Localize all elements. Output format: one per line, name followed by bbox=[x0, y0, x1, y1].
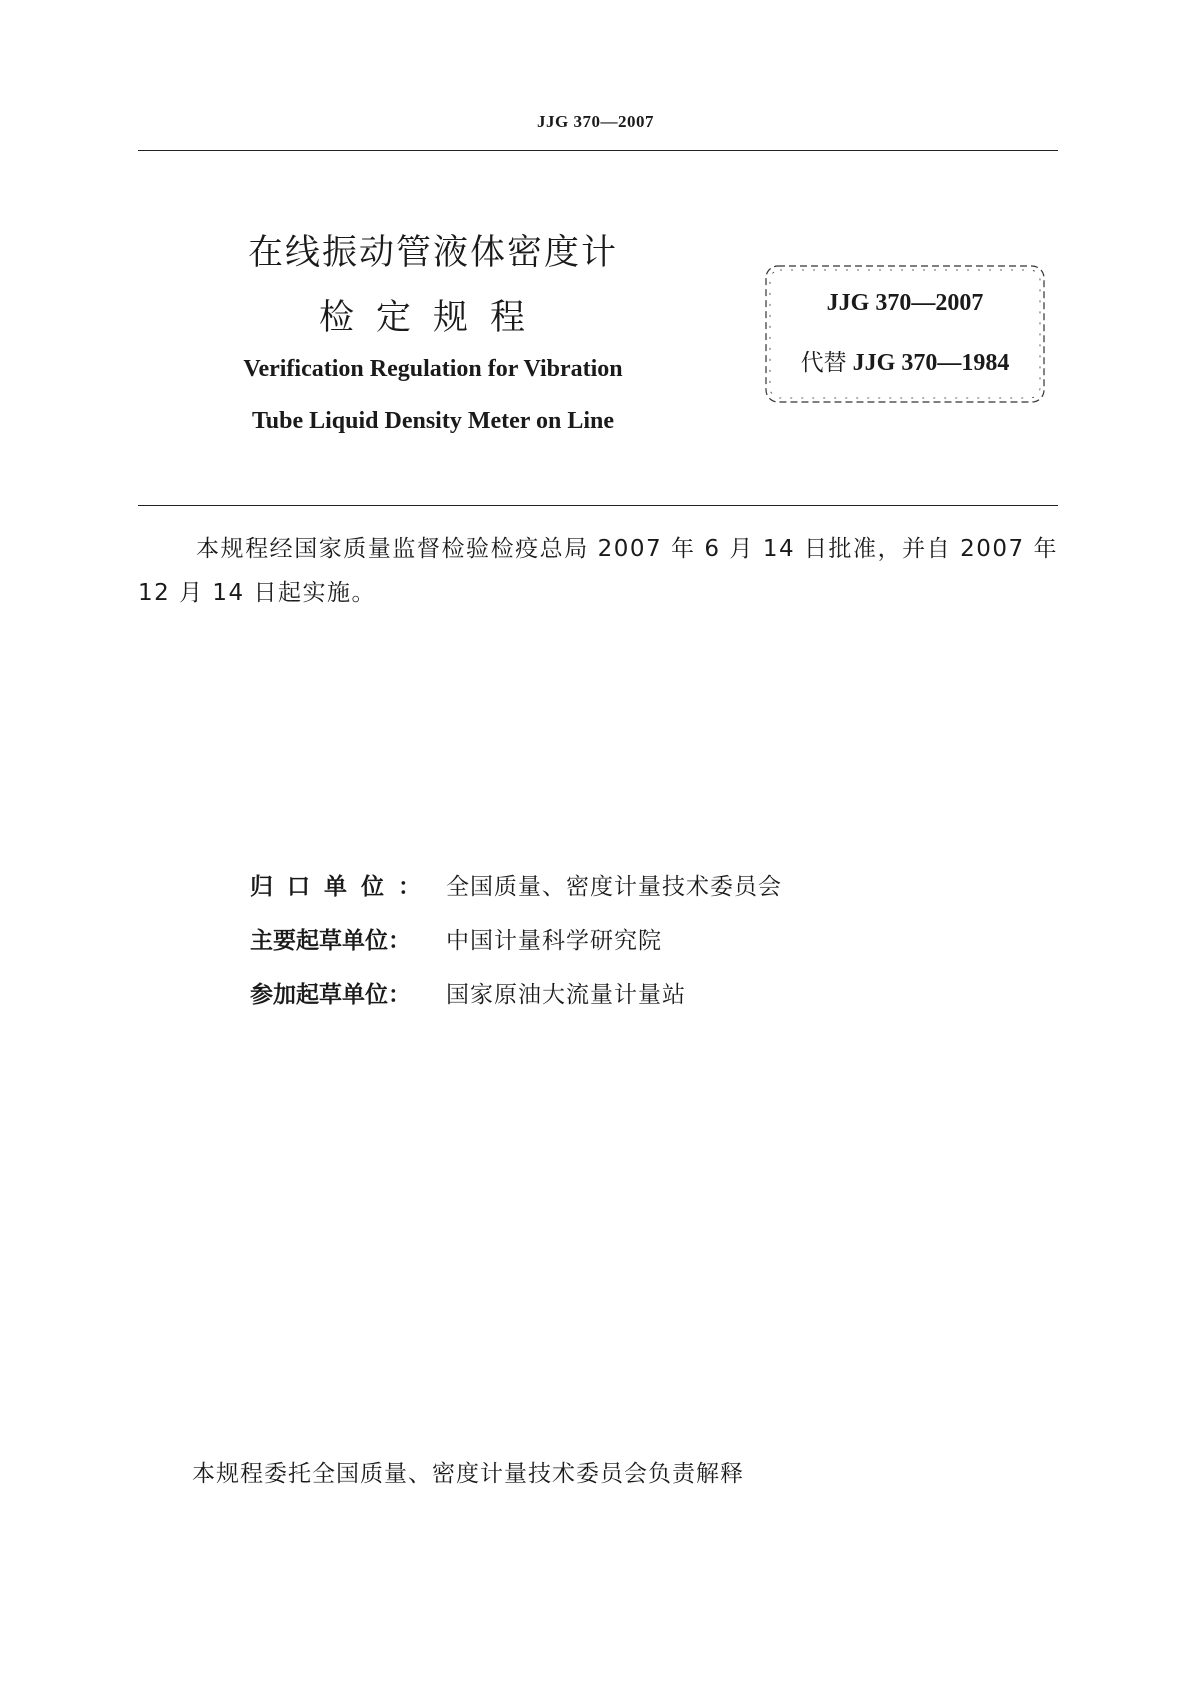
header-rule bbox=[138, 150, 1058, 151]
approval-statement bbox=[138, 527, 1058, 615]
replaces-line bbox=[760, 344, 1050, 377]
approval-text: 本规程经国家质量监督检验检疫总局 2007 年 6 月 14 日批准，并自 2007 年 12 月 14 日起实施。 bbox=[138, 536, 1058, 606]
org-value-responsible: 全国质量、密度计量技术委员会 bbox=[446, 874, 782, 900]
ornamental-border bbox=[760, 260, 1050, 408]
org-label-participating: 参加起草单位： bbox=[250, 982, 411, 1008]
interpretation-note: 本规程委托全国质量、密度计量技术委员会负责解释 bbox=[192, 1461, 744, 1487]
org-row-responsible bbox=[250, 868, 950, 908]
code-box bbox=[760, 260, 1050, 408]
org-value-participating: 国家原油大流量计量站 bbox=[446, 982, 686, 1008]
replaces-prefix: 代替 bbox=[800, 350, 847, 376]
org-row-main-drafting bbox=[250, 922, 950, 962]
title-en-line2: Tube Liquid Density Meter on Line bbox=[251, 408, 615, 434]
title-cn-line1: 在线振动管液体密度计 bbox=[247, 233, 618, 273]
org-label-main-drafting: 主要起草单位： bbox=[250, 928, 411, 954]
replaces-code: JJG 370—1984 bbox=[852, 350, 1010, 376]
running-header-code: JJG 370—2007 bbox=[537, 112, 654, 131]
title-rule bbox=[138, 505, 1058, 506]
org-label-responsible: 归口单位： bbox=[250, 874, 435, 900]
org-row-participating bbox=[250, 976, 950, 1016]
title-cn-line2: 检定规程 bbox=[318, 298, 547, 338]
title-en-line1: Verification Regulation for Vibration bbox=[243, 356, 623, 382]
org-value-main-drafting: 中国计量科学研究院 bbox=[446, 928, 662, 954]
standard-code: JJG 370—2007 bbox=[826, 290, 984, 316]
